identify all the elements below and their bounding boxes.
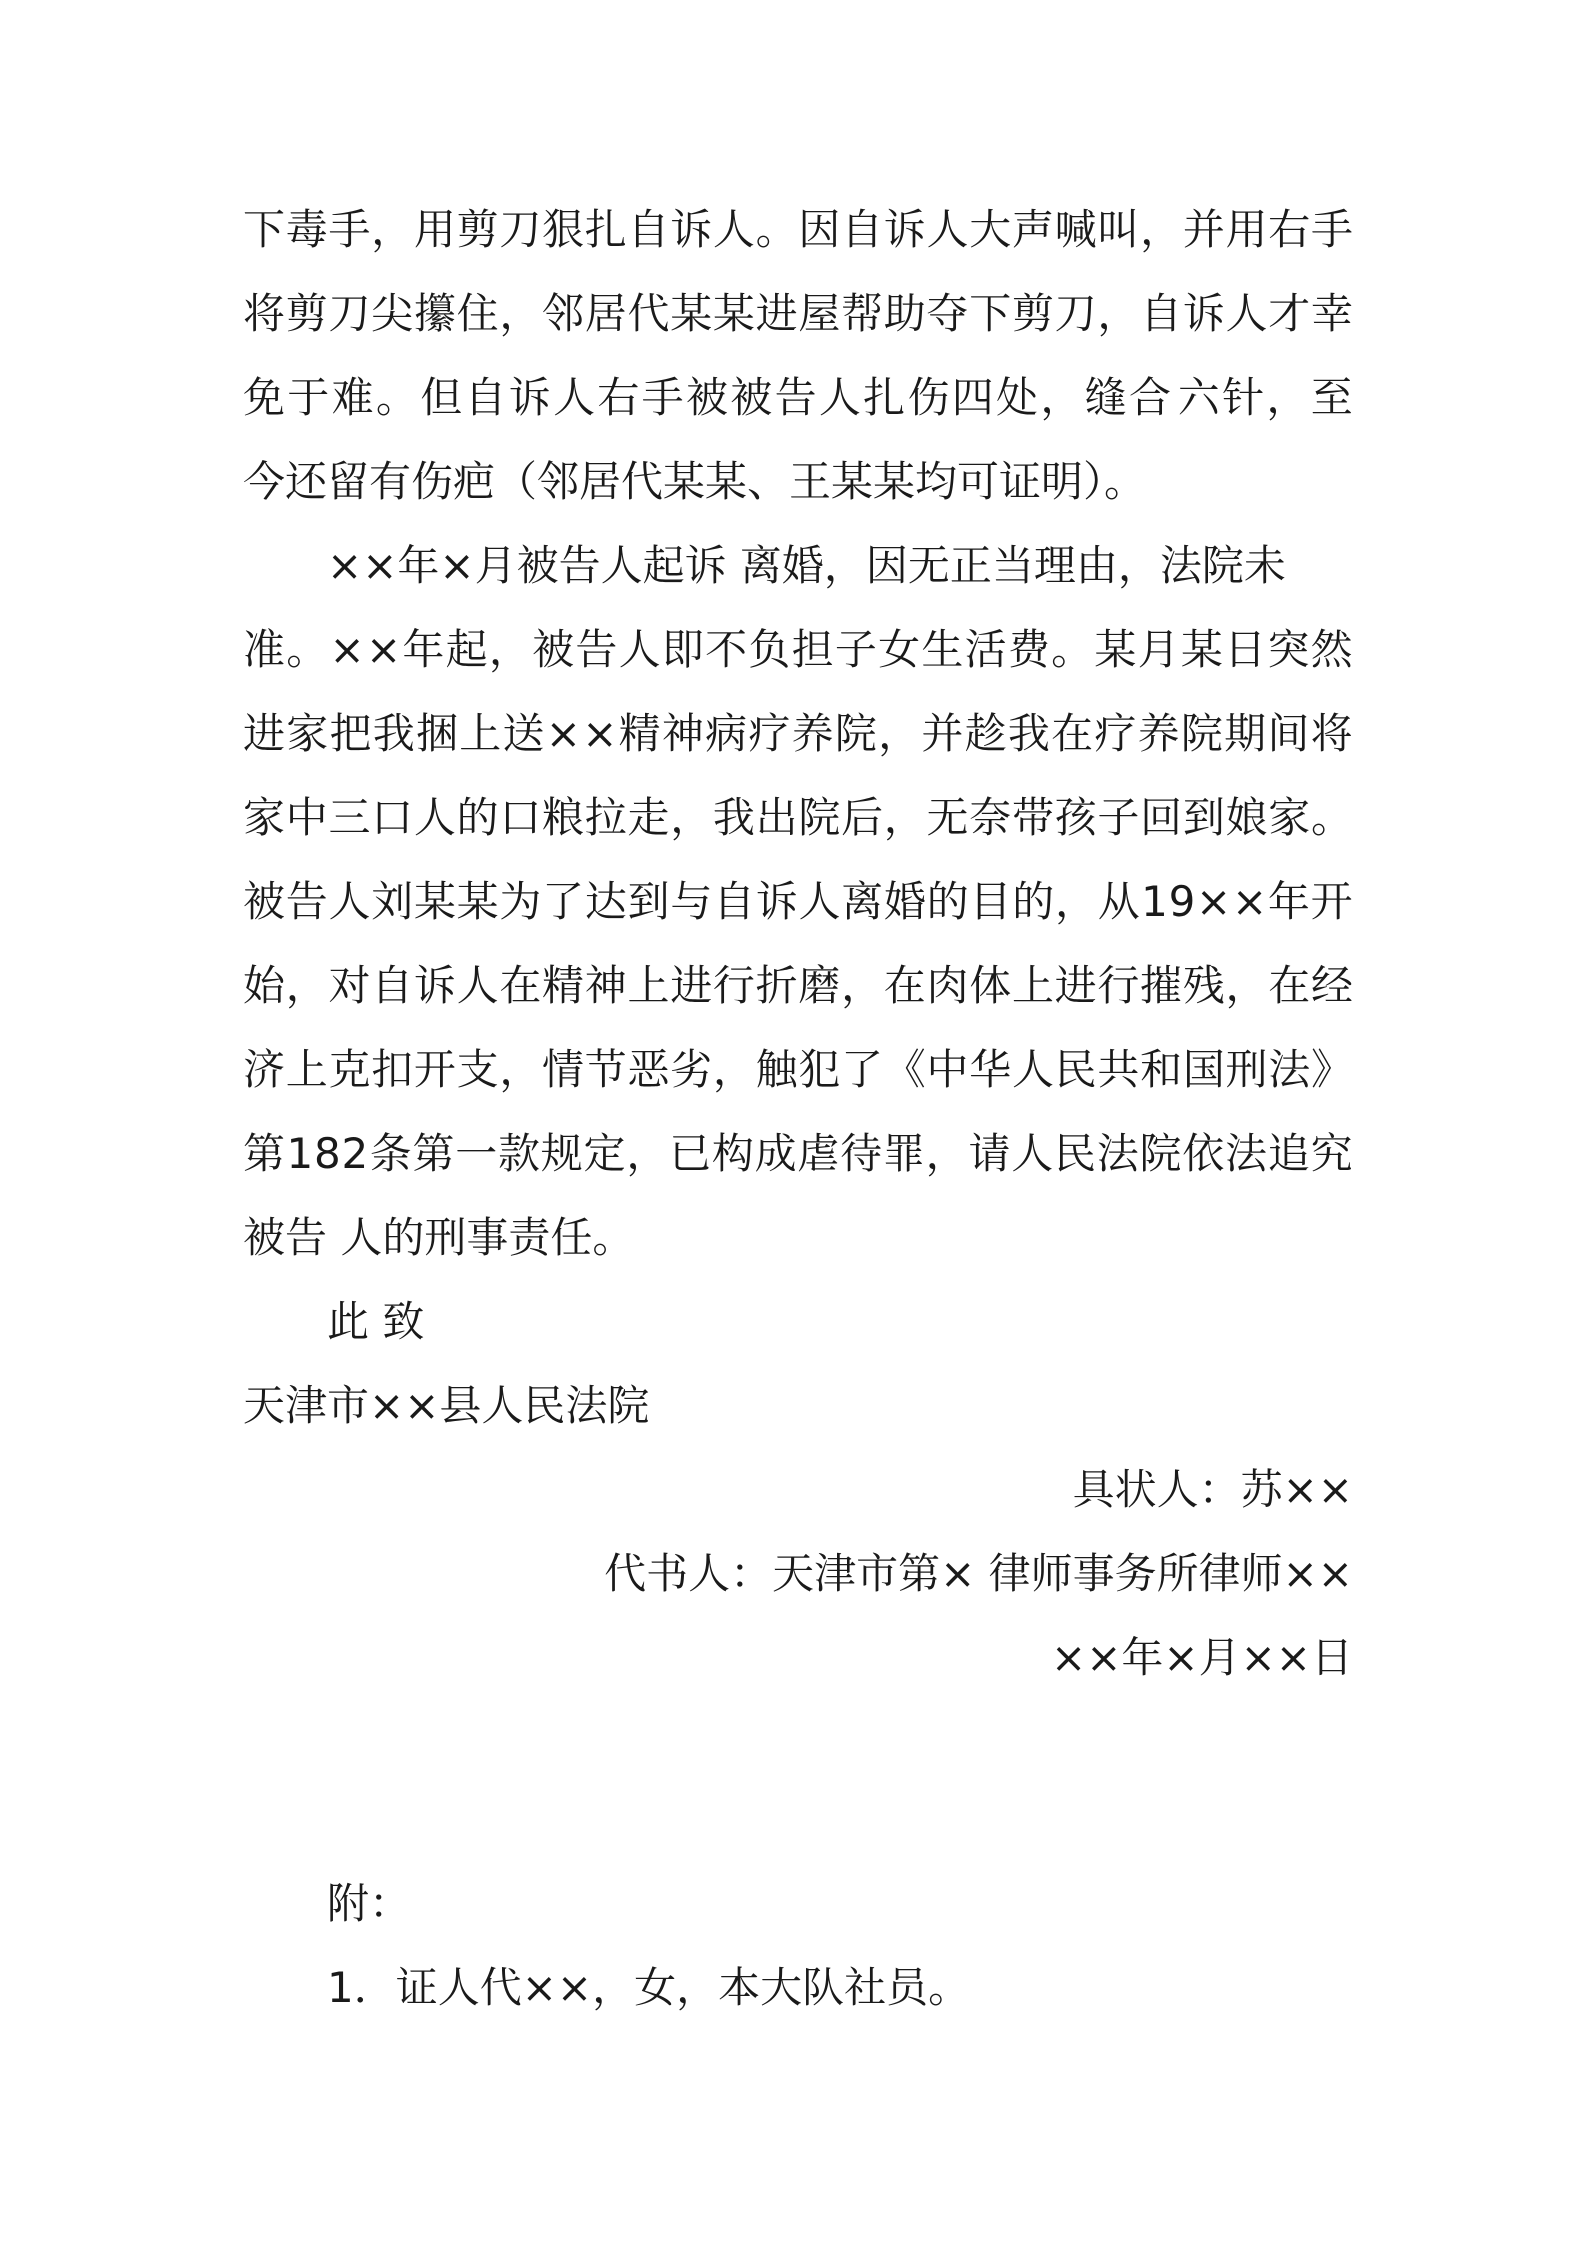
document-date: ××年×月××日 bbox=[1051, 1633, 1353, 1682]
document-body bbox=[243, 188, 1353, 1700]
addressee: 天津市××县人民法院 bbox=[243, 1381, 650, 1430]
paragraph-1-line-2: 将 剪 刀 尖 攥 住 ， 邻 居 代 某 某 进 屋 帮 助 夺 下 剪 刀 ， 自 诉 人 才 幸 bbox=[243, 289, 1353, 338]
paragraph-2-line-8: 第 1 8 2 条 第 一 款 规 定 ， 已 构 成 虐 待 罪 ， 请 人 民 法 院 依 法 追 究 bbox=[243, 1129, 1353, 1178]
salutation: 此 致 bbox=[327, 1297, 425, 1346]
paragraph-1-line-4: 今还留有伤疤（邻居代某某、王某某均可证明）。 bbox=[243, 457, 1147, 506]
paragraph-2-line-3: 进 家 把 我 捆 上 送 × × 精 神 病 疗 养 院 ， 并 趁 我 在 疗 养 院 期 间 将 bbox=[243, 709, 1353, 758]
paragraph-2-line-1: ××年×月被告人起诉 离婚，因无正当理由，法院未 bbox=[327, 541, 1286, 590]
paragraph-1-line-1: 下 毒 手 ， 用 剪 刀 狠 扎 自 诉 人 。 因 自 诉 人 大 声 喊 叫 ， 并 用 右 手 bbox=[243, 205, 1353, 254]
paragraph-1-line-3: 免 于 难 。 但 自 诉 人 右 手 被 被 告 人 扎 伤 四 处 ， 缝 合 六 针 ， 至 bbox=[243, 373, 1353, 422]
appendix-item: 1．证人代××，女，本大队社员。 bbox=[327, 1963, 971, 2012]
paragraph-2-line-6: 始 ， 对 自 诉 人 在 精 神 上 进 行 折 磨 ， 在 肉 体 上 进 行 摧 残 ， 在 经 bbox=[243, 961, 1353, 1010]
paragraph-2-line-5: 被 告 人 刘 某 某 为 了 达 到 与 自 诉 人 离 婚 的 目 的 ， 从 1 9 × × 年 开 bbox=[243, 877, 1353, 926]
paragraph-2-line-9: 被告 人的刑事责任。 bbox=[243, 1213, 635, 1262]
appendix bbox=[327, 1862, 970, 2030]
agent-signature: 代书人：天津市第× 律师事务所律师×× bbox=[604, 1549, 1353, 1598]
paragraph-2-line-7: 济 上 克 扣 开 支 ， 情 节 恶 劣 ， 触 犯 了 《 中 华 人 民 共 和 国 刑 法 》 bbox=[243, 1045, 1353, 1094]
paragraph-2-line-2: 准 。 × × 年 起 ， 被 告 人 即 不 负 担 子 女 生 活 费 。 某 月 某 日 突 然 bbox=[243, 625, 1353, 674]
appendix-title: 附： bbox=[327, 1879, 412, 1928]
paragraph-2-line-4: 家 中 三 口 人 的 口 粮 拉 走 ， 我 出 院 后 ， 无 奈 带 孩 子 回 到 娘 家 。 bbox=[243, 793, 1353, 842]
plaintiff-signature: 具状人：苏×× bbox=[1072, 1465, 1353, 1514]
